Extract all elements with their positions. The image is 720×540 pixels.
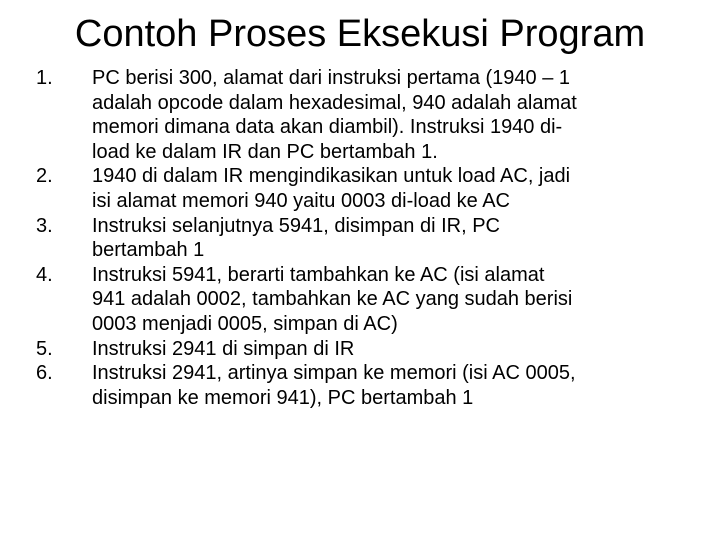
list-item-text xyxy=(92,361,700,410)
list-item-text-line: Instruksi selanjutnya 5941, disimpan di IR, PC xyxy=(92,214,500,237)
list-item-text-line: PC berisi 300, alamat dari instruksi pertama (1940 – 1 xyxy=(92,67,571,89)
list-item-number: 5. xyxy=(36,337,53,360)
list-item xyxy=(36,66,700,164)
list-item-text xyxy=(92,337,700,362)
list-item-text-line: Instruksi 2941, artinya simpan ke memori (isi AC 0005, xyxy=(92,362,576,385)
list-item-text-line: 941 adalah 0002, tambahkan ke AC yang sudah berisi xyxy=(92,288,573,311)
list-item-text-line: Instruksi 5941, berarti tambahkan ke AC (isi alamat xyxy=(92,263,545,286)
list-item-text xyxy=(92,263,700,337)
list-item-number: 4. xyxy=(36,263,53,286)
list-item-number: 2. xyxy=(36,165,53,188)
list-item-text-line: adalah opcode dalam hexadesimal, 940 adalah alamat xyxy=(92,91,577,114)
list-item xyxy=(36,337,700,362)
list-item-text xyxy=(92,214,700,263)
list-item-number: 1. xyxy=(36,67,53,89)
list-item xyxy=(36,263,700,337)
list-item xyxy=(36,214,700,263)
slide-title: Contoh Proses Eksekusi Program xyxy=(74,13,646,55)
list-item-number: 6. xyxy=(36,362,53,385)
list-item-text-line: memori dimana data akan diambil). Instruksi 1940 di- xyxy=(92,116,563,139)
list-item-text-line: 0003 menjadi 0005, simpan di AC) xyxy=(92,312,398,335)
numbered-list xyxy=(36,66,700,410)
list-item-text xyxy=(92,66,700,164)
list-item-text-line: load ke dalam IR dan PC bertambah 1. xyxy=(92,140,438,163)
list-item-text-line: 1940 di dalam IR mengindikasikan untuk load AC, jadi xyxy=(92,165,571,188)
list-item-text-line: bertambah 1 xyxy=(92,239,205,262)
list-item-text-line: isi alamat memori 940 yaitu 0003 di-load ke AC xyxy=(92,189,510,212)
list-item-number: 3. xyxy=(36,214,53,237)
list-item-text xyxy=(92,164,700,213)
list-item-text-line: disimpan ke memori 941), PC bertambah 1 xyxy=(92,386,474,409)
list-item xyxy=(36,361,700,410)
list-item-text-line: Instruksi 2941 di simpan di IR xyxy=(92,337,355,360)
list-item xyxy=(36,164,700,213)
